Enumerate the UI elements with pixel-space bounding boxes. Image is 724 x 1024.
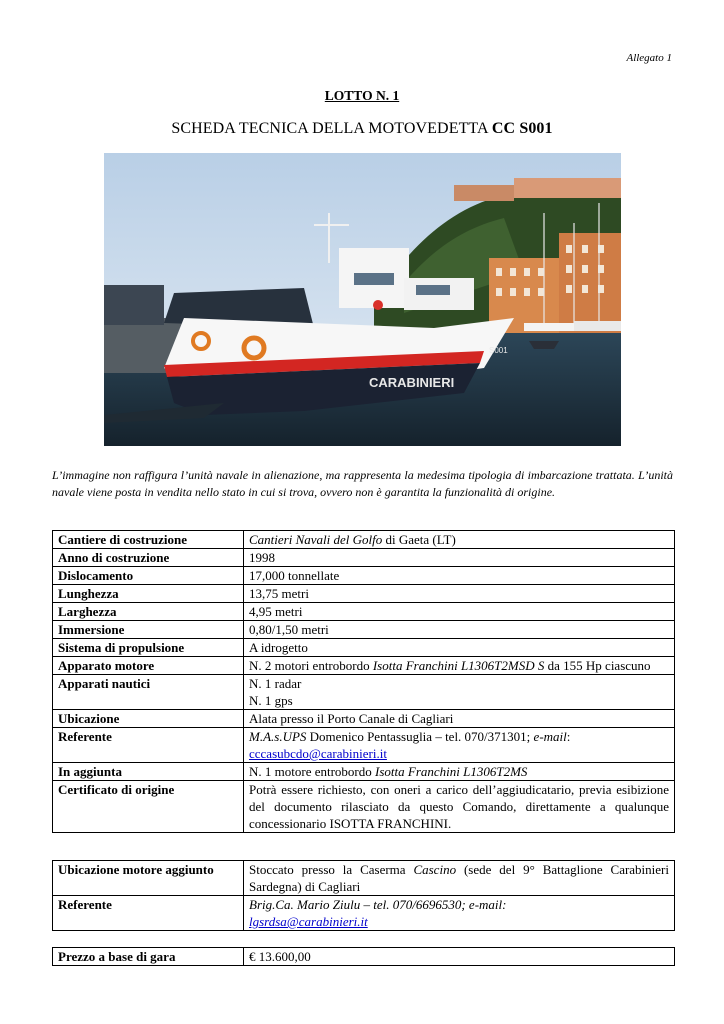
spec-row-referente (53, 728, 675, 763)
spec-label: Sistema di propulsione (53, 639, 244, 657)
contact-name-phone: Domenico Pentassuglia – tel. 070/371301; (306, 729, 534, 744)
spec-label: Apparato motore (53, 657, 244, 675)
extra-engine-count: N. 1 motore entrobordo (249, 764, 376, 779)
spec-row-certificato (53, 781, 675, 833)
boat-hull-lettering: CARABINIERI (369, 375, 455, 390)
engine-count: N. 2 motori entrobordo (249, 658, 373, 673)
attachment-label: Allegato 1 (626, 52, 672, 64)
spec-value: 17,000 tonnellate (244, 567, 675, 585)
boat-bow-number: S001 (489, 346, 508, 355)
spec-label: Certificato di origine (53, 781, 244, 833)
spec-row-dislocamento (53, 567, 675, 585)
spec-label: Lunghezza (53, 585, 244, 603)
parked-vehicle (104, 285, 164, 325)
extra-engine-model: Isotta Franchini L1306T2MS (375, 764, 528, 779)
email-colon: : (566, 729, 571, 744)
spec-value (244, 675, 675, 710)
extra-row-referente (53, 896, 675, 931)
spec-value: 13,75 metri (244, 585, 675, 603)
specs-table (52, 530, 675, 833)
extra-engine-table (52, 860, 675, 931)
spec-label: Anno di costruzione (53, 549, 244, 567)
contact-rank: M.A.s.UPS (249, 729, 307, 744)
spec-row-cantiere (53, 531, 675, 549)
storage-text: Stoccato presso la Caserma (249, 862, 414, 877)
page-title (0, 120, 724, 138)
spec-row-propulsione (53, 639, 675, 657)
spec-row-lunghezza (53, 585, 675, 603)
spec-label: Referente (53, 728, 244, 763)
builder-name: Cantieri Navali del Golfo (249, 532, 383, 547)
spec-row-nautici (53, 675, 675, 710)
spec-value: 0,80/1,50 metri (244, 621, 675, 639)
hilltop-building (454, 185, 514, 201)
gps-item: N. 1 gps (249, 693, 293, 708)
extra-value (244, 861, 675, 896)
spec-value: 1998 (244, 549, 675, 567)
spec-label: Cantiere di costruzione (53, 531, 244, 549)
title-code: CC S001 (491, 120, 553, 137)
spec-row-immersione (53, 621, 675, 639)
spec-label: Dislocamento (53, 567, 244, 585)
spec-value (244, 763, 675, 781)
spec-label: In aggiunta (53, 763, 244, 781)
extra-label: Referente (53, 896, 244, 931)
spec-value: Alata presso il Porto Canale di Cagliari (244, 710, 675, 728)
spec-row-ubicazione (53, 710, 675, 728)
spec-value: Potrà essere richiesto, con oneri a carico dell’aggiudicatario, previa esibizione del documento rilasciato da questo Comando, direttamente a qualunque concessionario ISOTTA FRANCHINI. (244, 781, 675, 833)
radar-item: N. 1 radar (249, 676, 302, 691)
barracks-name: Cascino (413, 862, 457, 877)
spec-row-anno (53, 549, 675, 567)
boat-photo (104, 153, 621, 446)
extra-value (244, 896, 675, 931)
price-table (52, 947, 675, 966)
lot-heading: LOTTO N. 1 (324, 88, 400, 103)
spec-row-larghezza (53, 603, 675, 621)
spec-value: 4,95 metri (244, 603, 675, 621)
price-label: Prezzo a base di gara (53, 948, 244, 966)
extra-label: Ubicazione motore aggiunto (53, 861, 244, 896)
engine-power: da 155 Hp ciascuno (544, 658, 651, 673)
photo-disclaimer: L’immagine non raffigura l’unità navale in alienazione, ma rappresenta la medesima tipologia di imbarcazione trattata. L’unità navale viene posta in vendita nello stato in cui si trova, ovvero non è garantita la funzionalità di origine. (52, 468, 673, 499)
spec-value: A idrogetto (244, 639, 675, 657)
storage-location: (sede del 9° Battaglione Carabinieri Sardegna) di Cagliari (249, 862, 669, 894)
spec-label: Larghezza (53, 603, 244, 621)
extra-row-ubicazione (53, 861, 675, 896)
engine-model: Isotta Franchini L1306T2MSD S (372, 658, 545, 673)
spec-value (244, 531, 675, 549)
spec-row-aggiunta (53, 763, 675, 781)
contact-email-link[interactable]: cccasubcdo@carabinieri.it (249, 746, 387, 761)
price-value: € 13.600,00 (244, 948, 675, 966)
title-prefix: SCHEDA TECNICA DELLA MOTOVEDETTA (171, 120, 492, 137)
spec-label: Immersione (53, 621, 244, 639)
email-label: e-mail (533, 729, 567, 744)
builder-location: di Gaeta (LT) (382, 532, 456, 547)
extra-contact: Brig.Ca. Mario Ziulu – tel. 070/6696530; e-mail: (249, 897, 507, 912)
spec-value (244, 657, 675, 675)
boat-photo-illustration (104, 153, 621, 446)
price-row (53, 948, 675, 966)
spec-value (244, 728, 675, 763)
spec-label: Apparati nautici (53, 675, 244, 710)
spec-label: Ubicazione (53, 710, 244, 728)
spec-row-motore (53, 657, 675, 675)
extra-contact-email-link[interactable]: lgsrdsa@carabinieri.it (249, 914, 368, 929)
